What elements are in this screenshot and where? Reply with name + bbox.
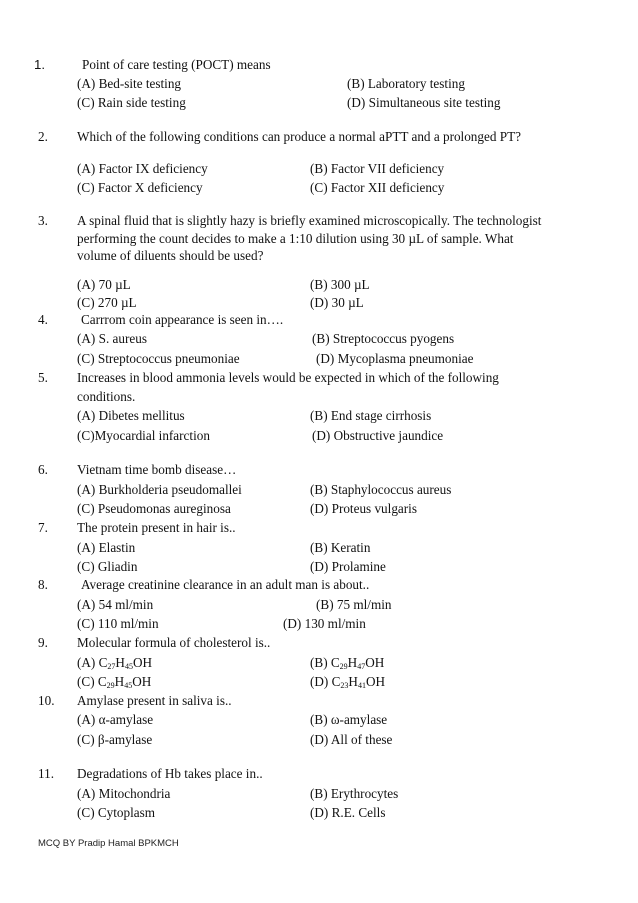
question-number: 5. bbox=[38, 370, 48, 385]
option-c: (C) 270 µL bbox=[77, 295, 137, 310]
option-b: (B) 75 ml/min bbox=[316, 597, 392, 612]
subscript: 41 bbox=[357, 681, 366, 690]
option-c: (C) Rain side testing bbox=[77, 95, 186, 110]
question-text-line-2: performing the count decides to make a 1:10 dilution using 30 µL of sample. What bbox=[77, 231, 514, 246]
option-c: (C) Cytoplasm bbox=[77, 805, 156, 820]
option-a: (A) Dibetes mellitus bbox=[77, 408, 185, 423]
formula-end: OH bbox=[132, 674, 152, 689]
question-number: 10. bbox=[38, 693, 55, 708]
option-b: (B) Factor VII deficiency bbox=[310, 161, 445, 176]
option-b: (B) End stage cirrhosis bbox=[310, 408, 432, 423]
question-text-line-3: volume of diluents should be used? bbox=[77, 248, 264, 263]
page-footer: MCQ BY Pradip Hamal BPKMCH bbox=[38, 838, 179, 849]
element-symbol: H bbox=[348, 674, 358, 689]
question-number: 7. bbox=[38, 520, 48, 535]
subscript: 45 bbox=[124, 681, 133, 690]
option-c: (C) Pseudomonas aureginosa bbox=[77, 501, 231, 516]
option-b: (B) Streptococcus pyogens bbox=[312, 331, 455, 346]
option-c: (C) Factor X deficiency bbox=[77, 180, 203, 195]
option-b: (B) Erythrocytes bbox=[310, 786, 399, 801]
option-b: (B) Laboratory testing bbox=[347, 76, 465, 91]
question-text-line-1: A spinal fluid that is slightly hazy is briefly examined microscopically. The technologist bbox=[77, 213, 542, 228]
question-text: Point of care testing (POCT) means bbox=[82, 57, 271, 72]
option-d: (D) Simultaneous site testing bbox=[347, 95, 501, 110]
option-b bbox=[310, 655, 384, 671]
option-a: (A) S. aureus bbox=[77, 331, 147, 346]
option-a: (A) Burkholderia pseudomallei bbox=[77, 482, 242, 497]
question-text: The protein present in hair is.. bbox=[77, 520, 236, 535]
question-text: Which of the following conditions can produce a normal aPTT and a prolonged PT? bbox=[77, 129, 521, 144]
option-b: (B) Keratin bbox=[310, 540, 371, 555]
question-number: 4. bbox=[38, 312, 48, 327]
option-a: (A) 54 ml/min bbox=[77, 597, 154, 612]
question-number: 3. bbox=[38, 213, 48, 228]
option-a: (A) Mitochondria bbox=[77, 786, 171, 801]
option-d: (D) All of these bbox=[310, 732, 393, 747]
question-number: 8. bbox=[38, 577, 48, 592]
option-b: (B) Staphylococcus aureus bbox=[310, 482, 452, 497]
option-b: (B) 300 µL bbox=[310, 277, 370, 292]
option-label: (C) C bbox=[77, 674, 107, 689]
option-b: (B) ω-amylase bbox=[310, 712, 388, 727]
subscript: 27 bbox=[107, 662, 116, 671]
question-text: Degradations of Hb takes place in.. bbox=[77, 766, 263, 781]
question-text: Average creatinine clearance in an adult man is about.. bbox=[81, 577, 370, 592]
element-symbol: H bbox=[347, 655, 358, 670]
option-label: (B) C bbox=[310, 655, 340, 670]
element-symbol: H bbox=[114, 674, 125, 689]
option-d: (D) 30 µL bbox=[310, 295, 364, 310]
option-d: (C) Factor XII deficiency bbox=[310, 180, 445, 195]
option-d: (D) 130 ml/min bbox=[283, 616, 366, 631]
question-text: Vietnam time bomb disease… bbox=[77, 462, 237, 477]
subscript: 29 bbox=[106, 681, 115, 690]
option-a: (A) Factor IX deficiency bbox=[77, 161, 208, 176]
option-d: (D) Mycoplasma pneumoniae bbox=[316, 351, 474, 366]
question-text-line-1: Increases in blood ammonia levels would be expected in which of the following bbox=[77, 370, 499, 385]
question-text: Amylase present in saliva is.. bbox=[77, 693, 232, 708]
option-a bbox=[77, 655, 152, 671]
option-d: (D) Prolamine bbox=[310, 559, 386, 574]
option-d: (D) Obstructive jaundice bbox=[312, 428, 444, 443]
option-a: (A) 70 µL bbox=[77, 277, 131, 292]
question-text: Carrrom coin appearance is seen in…. bbox=[81, 312, 284, 327]
question-number: 1. bbox=[34, 57, 45, 72]
subscript: 23 bbox=[340, 681, 349, 690]
option-label: (A) C bbox=[77, 655, 108, 670]
option-d bbox=[310, 674, 385, 690]
option-label: (D) C bbox=[310, 674, 341, 689]
option-d: (D) R.E. Cells bbox=[310, 805, 386, 820]
question-number: 2. bbox=[38, 129, 48, 144]
subscript: 45 bbox=[124, 662, 133, 671]
formula-end: OH bbox=[365, 655, 385, 670]
question-number: 11. bbox=[38, 766, 54, 781]
option-c: (C) 110 ml/min bbox=[77, 616, 159, 631]
option-a: (A) α-amylase bbox=[77, 712, 154, 727]
option-c: (C) β-amylase bbox=[77, 732, 153, 747]
question-text-line-2: conditions. bbox=[77, 389, 136, 404]
formula-end: OH bbox=[365, 674, 385, 689]
formula-end: OH bbox=[132, 655, 152, 670]
question-number: 6. bbox=[38, 462, 48, 477]
subscript: 47 bbox=[357, 662, 366, 671]
element-symbol: H bbox=[115, 655, 125, 670]
question-number: 9. bbox=[38, 635, 48, 650]
subscript: 29 bbox=[339, 662, 348, 671]
question-text: Molecular formula of cholesterol is.. bbox=[77, 635, 271, 650]
option-d: (D) Proteus vulgaris bbox=[310, 501, 417, 516]
option-c: (C) Gliadin bbox=[77, 559, 138, 574]
option-a: (A) Bed-site testing bbox=[77, 76, 182, 91]
option-c bbox=[77, 674, 151, 690]
option-a: (A) Elastin bbox=[77, 540, 136, 555]
option-c: (C) Streptococcus pneumoniae bbox=[77, 351, 240, 366]
option-c: (C)Myocardial infarction bbox=[77, 428, 210, 443]
